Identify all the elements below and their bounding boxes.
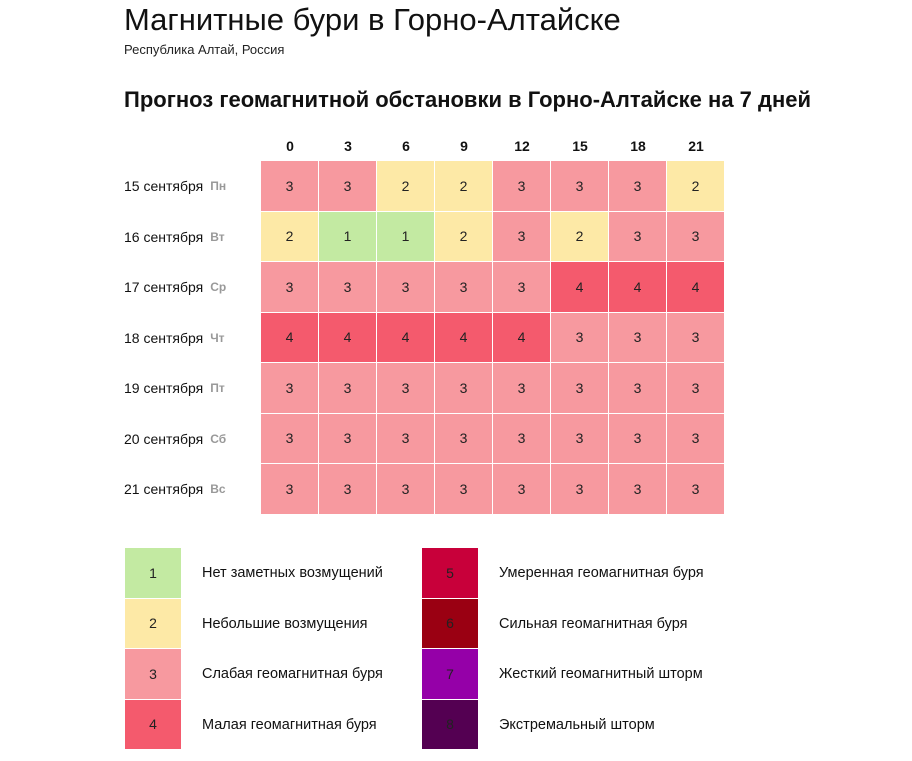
- row-label: [124, 363, 261, 414]
- kp-cell: 3: [319, 464, 377, 515]
- kp-cell: 4: [435, 313, 493, 364]
- legend-swatch: 7: [422, 649, 478, 700]
- kp-cell: 1: [319, 212, 377, 263]
- forecast-row: [124, 414, 725, 465]
- forecast-row: [124, 262, 725, 313]
- hour-label-6: 6: [402, 138, 410, 154]
- kp-cell: 1: [377, 212, 435, 263]
- kp-cell: 3: [551, 313, 609, 364]
- kp-cell: 3: [493, 212, 551, 263]
- legend-swatch: 6: [422, 599, 478, 650]
- hour-label-15: 15: [572, 138, 588, 154]
- kp-cell: 3: [667, 363, 725, 414]
- kp-cell: 4: [493, 313, 551, 364]
- forecast-row: [124, 363, 725, 414]
- kp-cell: 3: [377, 262, 435, 313]
- row-label: [124, 414, 261, 465]
- legend-label: Сильная геомагнитная буря: [499, 615, 688, 632]
- legend-item-3: [125, 649, 383, 700]
- kp-cell: 3: [609, 363, 667, 414]
- legend-label: Слабая геомагнитная буря: [202, 666, 383, 683]
- kp-cell: 3: [493, 464, 551, 515]
- kp-cell: 3: [261, 414, 319, 465]
- row-weekday: Вт: [210, 229, 225, 244]
- row-weekday: Сб: [210, 431, 227, 446]
- row-date: 15 сентября: [124, 178, 204, 195]
- forecast-row: [124, 464, 725, 515]
- row-label: [124, 313, 261, 364]
- kp-cell: 3: [551, 161, 609, 212]
- kp-cell: 4: [609, 262, 667, 313]
- legend-item-5: [422, 548, 704, 599]
- hour-label-12: 12: [514, 138, 530, 154]
- row-weekday: Пн: [210, 179, 227, 194]
- legend-swatch: 1: [125, 548, 181, 599]
- kp-cell: 3: [551, 464, 609, 515]
- forecast-grid: [124, 161, 725, 515]
- legend-swatch: 3: [125, 649, 181, 700]
- kp-cell: 3: [667, 212, 725, 263]
- kp-cell: 3: [319, 414, 377, 465]
- row-date: 17 сентября: [124, 279, 204, 296]
- kp-cell: 3: [493, 262, 551, 313]
- region-subtitle: Республика Алтай, Россия: [124, 42, 285, 57]
- kp-cell: 2: [551, 212, 609, 263]
- forecast-row: [124, 212, 725, 263]
- legend-left: [125, 548, 383, 750]
- row-label: [124, 262, 261, 313]
- legend-swatch: 2: [125, 599, 181, 650]
- kp-cell: 3: [377, 414, 435, 465]
- row-label: [124, 212, 261, 263]
- kp-cell: 3: [493, 363, 551, 414]
- kp-cell: 3: [261, 464, 319, 515]
- kp-cell: 3: [609, 414, 667, 465]
- legend-item-6: [422, 599, 704, 650]
- kp-cell: 2: [435, 161, 493, 212]
- legend-swatch: 4: [125, 700, 181, 751]
- kp-cell: 3: [609, 161, 667, 212]
- legend-label: Нет заметных возмущений: [202, 565, 383, 582]
- forecast-row: [124, 161, 725, 212]
- row-label: [124, 464, 261, 515]
- legend-label: Умеренная геомагнитная буря: [499, 565, 704, 582]
- kp-cell: 3: [493, 414, 551, 465]
- hour-label-3: 3: [344, 138, 352, 154]
- kp-cell: 3: [435, 262, 493, 313]
- forecast-row: [124, 313, 725, 364]
- kp-cell: 2: [261, 212, 319, 263]
- legend-label: Экстремальный шторм: [499, 716, 655, 733]
- legend-swatch: 8: [422, 700, 478, 751]
- row-weekday: Ср: [210, 280, 227, 295]
- kp-cell: 3: [609, 464, 667, 515]
- kp-cell: 3: [377, 363, 435, 414]
- row-date: 20 сентября: [124, 430, 204, 447]
- kp-cell: 3: [609, 212, 667, 263]
- row-weekday: Вс: [210, 482, 226, 497]
- kp-cell: 3: [435, 414, 493, 465]
- row-date: 21 сентября: [124, 481, 204, 498]
- hour-label-9: 9: [460, 138, 468, 154]
- kp-cell: 3: [261, 363, 319, 414]
- row-date: 16 сентября: [124, 228, 204, 245]
- legend-item-4: [125, 700, 383, 751]
- legend-label: Малая геомагнитная буря: [202, 716, 377, 733]
- forecast-heading: Прогноз геомагнитной обстановки в Горно-Алтайске на 7 дней: [124, 87, 812, 112]
- legend-swatch: 5: [422, 548, 478, 599]
- kp-cell: 2: [667, 161, 725, 212]
- kp-cell: 3: [667, 414, 725, 465]
- page-title: Магнитные бури в Горно-Алтайске: [124, 2, 621, 37]
- kp-cell: 4: [667, 262, 725, 313]
- row-weekday: Пт: [210, 381, 225, 396]
- kp-cell: 3: [261, 262, 319, 313]
- kp-cell: 3: [609, 313, 667, 364]
- kp-cell: 3: [319, 363, 377, 414]
- row-label: [124, 161, 261, 212]
- kp-cell: 3: [377, 464, 435, 515]
- hour-label-21: 21: [688, 138, 704, 154]
- kp-cell: 3: [493, 161, 551, 212]
- kp-cell: 2: [377, 161, 435, 212]
- kp-cell: 3: [319, 161, 377, 212]
- row-date: 19 сентября: [124, 380, 204, 397]
- legend-right: [422, 548, 704, 750]
- hours-header: [261, 138, 725, 158]
- kp-cell: 3: [667, 313, 725, 364]
- legend-item-2: [125, 599, 383, 650]
- legend-item-8: [422, 700, 704, 751]
- kp-cell: 4: [261, 313, 319, 364]
- kp-cell: 3: [435, 464, 493, 515]
- hour-label-18: 18: [630, 138, 646, 154]
- kp-cell: 3: [551, 414, 609, 465]
- legend-item-7: [422, 649, 704, 700]
- kp-cell: 4: [319, 313, 377, 364]
- kp-cell: 2: [435, 212, 493, 263]
- kp-cell: 3: [435, 363, 493, 414]
- kp-cell: 3: [261, 161, 319, 212]
- kp-cell: 3: [319, 262, 377, 313]
- legend-label: Небольшие возмущения: [202, 615, 368, 632]
- kp-cell: 3: [667, 464, 725, 515]
- row-weekday: Чт: [210, 330, 225, 345]
- legend-item-1: [125, 548, 383, 599]
- legend-label: Жесткий геомагнитный шторм: [499, 666, 703, 683]
- kp-cell: 3: [551, 363, 609, 414]
- row-date: 18 сентября: [124, 329, 204, 346]
- kp-cell: 4: [551, 262, 609, 313]
- kp-cell: 4: [377, 313, 435, 364]
- hour-label-0: 0: [286, 138, 294, 154]
